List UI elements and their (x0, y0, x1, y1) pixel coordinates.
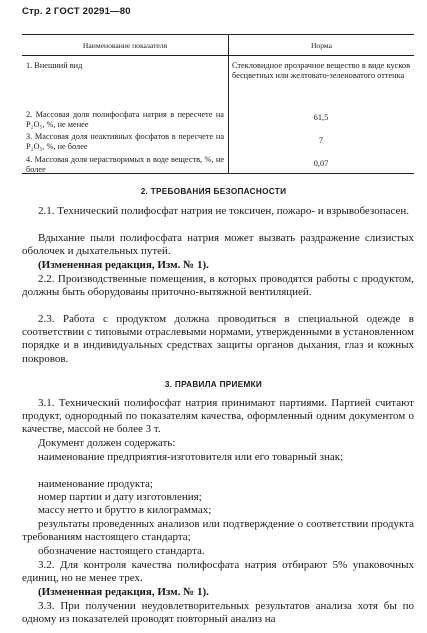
table-row-norm: 0,07 (313, 159, 329, 168)
table-header-divider (22, 55, 414, 56)
paragraph: наименование продукта; (38, 478, 153, 490)
table-row-norm: 7 (318, 136, 324, 145)
table-row-label: 4. Массовая доля нерастворимых в воде веществ, %, не более (26, 155, 224, 175)
paragraph: массу нетто и брутто в килограммах; (38, 504, 212, 516)
paragraph: 2.3. Работа с продуктом должна проводиться в специальной одежде в соответствии с типовыми отраслевыми нормами, утвержденными в установленном порядке и в индивидуальных средствах защиты органов дыхания, глаз и кожных покровов. (22, 313, 414, 365)
section-heading-safety: 2. ТРЕБОВАНИЯ БЕЗОПАСНОСТИ (140, 187, 287, 196)
paragraph: 2.2. Производственные помещения, в которых проводятся работы с продуктом, должны быть оборудованы приточно-вытяжной вентиляцией. (22, 273, 414, 299)
paragraph: обозначение настоящего стандарта. (38, 545, 205, 557)
amendment-note: (Измененная редакция, Изм. № 1). (38, 586, 209, 598)
paragraph: результаты проведенных анализов или подтверждение о соответствии продукта требованиям настоящего стандарта; (22, 518, 414, 544)
paragraph: Документ должен содержать: (38, 437, 176, 449)
table-row-label: 2. Массовая доля полифосфата натрия в пересчете на P₂O₅, %, не менее (26, 110, 224, 130)
paragraph: 3.3. При получении неудовлетворительных результатов анализа хотя бы по одному из показателей проводят повторный анализ на (22, 600, 414, 626)
table-row-label: 1. Внешний вид (26, 61, 83, 70)
paragraph: 2.1. Технический полифосфат натрия не токсичен, пожаро- и взрывобезопасен. (38, 205, 410, 217)
paragraph: 3.2. Для контроля качества полифосфата натрия отбирают 5% упаковочных единиц, но не менее трех. (22, 559, 414, 585)
table-row-norm: 61,5 (313, 113, 329, 122)
paragraph: номер партии и дату изготовления; (38, 491, 202, 503)
paragraph: наименование предприятия-изготовителя или его товарный знак; (38, 451, 344, 463)
table-row-norm: Стекловидное прозрачное вещество в виде кусков бесцветных или желтовато-зеленоватого оттенка (232, 61, 410, 81)
table-header-indicator: Наименование показателя (82, 41, 168, 50)
section-heading-acceptance: 3. ПРАВИЛА ПРИЕМКИ (164, 380, 263, 389)
specification-table (22, 34, 414, 174)
table-header-norm: Норма (310, 41, 333, 50)
paragraph: Вдыхание пыли полифосфата натрия может вызвать раздражение слизистых оболочек и дыхательных путей. (22, 232, 414, 258)
table-row-label: 3. Массовая доля неактивных фосфатов в пересчете на P₂O₅, %, не более (26, 132, 224, 152)
paragraph: 3.1. Технический полифосфат натрия принимают партиями. Партией считают продукт, однородный по показателям качества, оформленный одним документом о качестве, массой не более 3 т. (22, 397, 414, 436)
page-header: Стр. 2 ГОСТ 20291—80 (22, 6, 131, 17)
amendment-note: (Измененная редакция, Изм. № 1). (38, 259, 209, 271)
